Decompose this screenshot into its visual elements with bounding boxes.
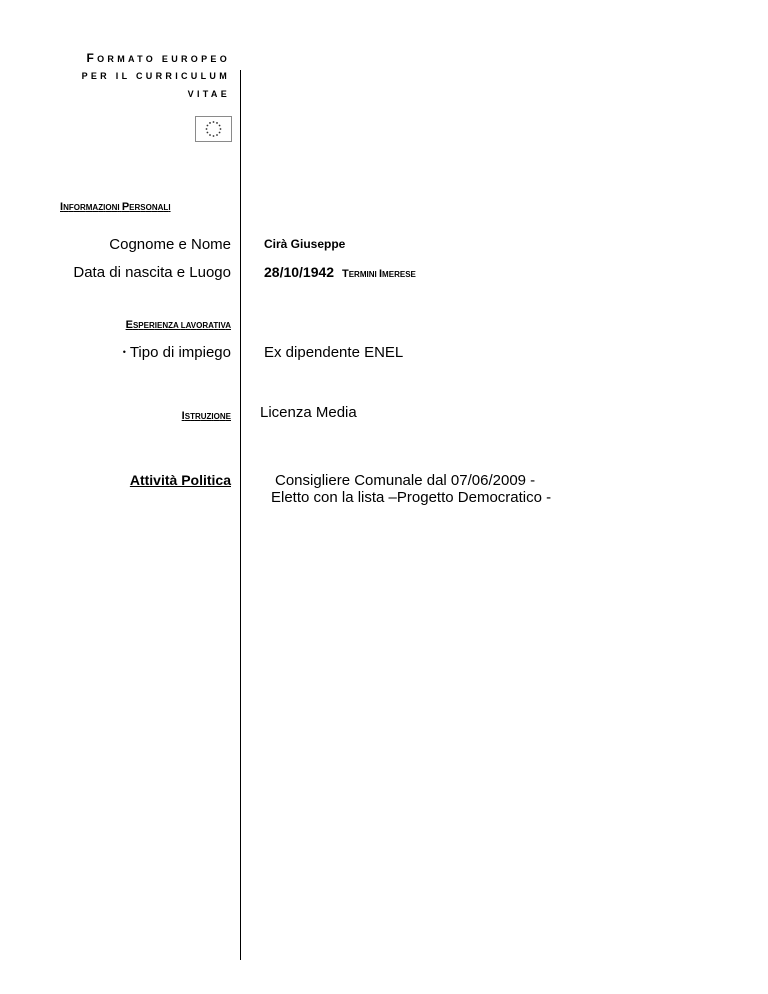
job-label: Tipo di impiego [129,344,231,361]
eu-star-icon [219,132,221,134]
name-value: Cirà Giuseppe [264,237,346,251]
section-politics-title: Attività Politica [129,472,231,488]
cv-header-line-1-first: F [86,51,98,65]
eu-star-icon [219,125,221,127]
cv-header-line-2: PER IL CURRICULUM [81,71,230,81]
section-education-title: ISTRUZIONE [181,410,231,422]
name-label: Cognome e Nome [109,236,231,253]
cv-header-line-1 [86,52,230,65]
section-experience-title: ESPERIENZA LAVORATIVA [125,319,231,331]
politics-line-2: Eletto con la lista –Progetto Democratico - [271,489,552,506]
eu-star-icon [213,121,215,123]
birth-place: TERMINI IMERESE [341,268,416,280]
eu-star-icon [207,125,209,127]
eu-stars-icon [196,117,231,141]
eu-star-icon [216,134,218,136]
education-value: Licenza Media [260,404,357,421]
birth-label: Data di nascita e Luogo [73,264,231,281]
job-value: Ex dipendente ENEL [264,344,404,361]
eu-star-icon [216,122,218,124]
section-personal-info [60,197,171,215]
eu-star-icon [207,132,209,134]
vertical-divider [240,70,241,960]
bullet-icon: • [122,347,126,357]
eu-star-icon [220,128,222,130]
politics-line-1: Consigliere Comunale dal 07/06/2009 - [275,472,536,489]
section-education [182,406,231,424]
eu-star-icon [206,128,208,130]
section-personal-info-title: INFORMAZIONI PERSONALI [60,201,171,213]
eu-star-icon [209,134,211,136]
eu-flag-icon [195,116,232,142]
eu-star-icon [213,135,215,137]
cv-header-line-3: VITAE [187,89,230,99]
birth-date: 28/10/1942 [264,264,335,280]
eu-star-icon [209,122,211,124]
section-experience [126,315,231,333]
birth-value [264,264,416,280]
cv-header-line-1-rest: ORMATO EUROPEO [97,54,230,64]
job-label-row [123,344,231,361]
